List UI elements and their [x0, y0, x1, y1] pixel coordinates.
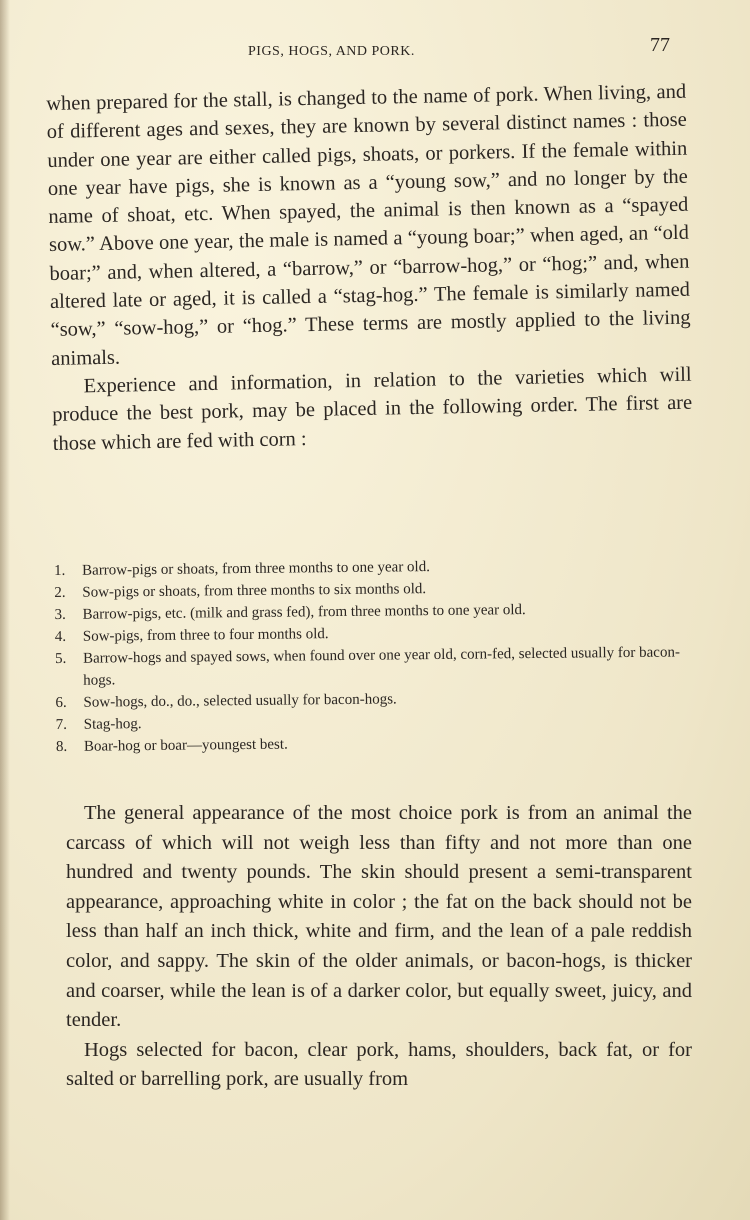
paragraph-general-appearance: The general appearance of the most choice pork is from an animal the carcass of which will not weigh less than fifty and not more than one hundred and twenty pounds. The skin should present a semi-transparent appearance, approaching white in color ; the fat on the back should not be less than half an inch thick, white and firm, and the lean of a pale reddish color, and sappy. The skin of the older animals, or bacon-hogs, is thicker and coarser, while the lean is of a darker color, but equally sweet, juicy, and tender. [66, 802, 692, 1032]
list-item-text: Stag-hog. [83, 716, 142, 733]
list-item-text: Barrow-hogs and spayed sows, when found over one year old, corn-fed, selected usually for bacon-hogs. [82, 644, 680, 689]
top-text-block [46, 78, 693, 458]
list-item-text: Boar-hog or boar—youngest best. [83, 736, 288, 755]
list-item-number: 3. [54, 606, 66, 623]
running-head: PIGS, HOGS, AND PORK. [248, 44, 415, 59]
list-item-text: Barrow-pigs, etc. (milk and grass fed), from three months to one year old. [82, 602, 526, 623]
list-item-number: 1. [54, 562, 66, 579]
paragraph-experience: Experience and information, in relation to the varieties which will produce the best pork, may be placed in the following order. The first are those which are fed with corn : [52, 363, 693, 455]
list-item-number: 7. [55, 716, 68, 733]
paragraph-continued: when prepared for the stall, is changed to the name of pork. When living, and of different ages and sexes, they are known by several distinct names : those under one year are either called pigs, shoats, or porkers. If the female within one year have pigs, she is known as a “young sow,” and no longer by the name of shoat, etc. When spayed, the animal is then known as a “spayed sow.” Above one year, the male is named a “young boar;” when aged, an “old boar;” and, when altered, a “barrow,” or “barrow-hog,” or “hog;” and, when altered late or aged, it is called a “stag-hog.” The female is similarly named “sow,” “sow-hog,” or “hog.” These terms are mostly applied to the living animals. [46, 80, 691, 370]
list-item-number: 4. [54, 628, 67, 645]
page-edge-shadow [0, 0, 10, 1220]
paragraph-hogs-selected: Hogs selected for bacon, clear pork, hams, shoulders, back fat, or for salted or barrelling pork, are usually from [66, 1038, 692, 1091]
bottom-text-block [66, 799, 692, 1095]
list-item-text: Barrow-pigs or shoats, from three months to one year old. [82, 559, 431, 579]
list-item [55, 641, 695, 692]
list-item-number: 6. [55, 694, 67, 711]
list-item-number: 8. [55, 738, 68, 755]
list-item-number: 5. [54, 650, 67, 667]
list-item-text: Sow-pigs or shoats, from three months to six months old. [82, 581, 427, 601]
pork-variety-list [54, 553, 696, 758]
page-number: 77 [650, 34, 670, 56]
list-item-text: Sow-pigs, from three to four months old. [82, 626, 329, 645]
list-item-number: 2. [54, 584, 66, 601]
list-item-text: Sow-hogs, do., do., selected usually for bacon-hogs. [83, 691, 397, 711]
